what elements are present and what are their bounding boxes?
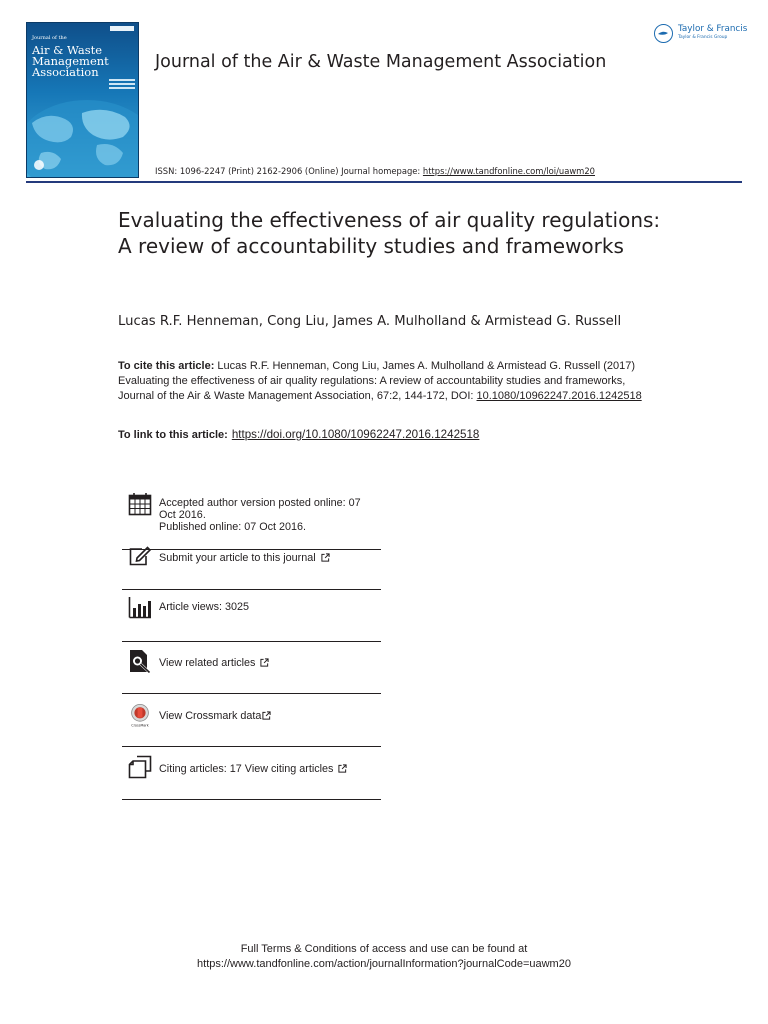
article-doi-link[interactable]: https://doi.org/10.1080/10962247.2016.1242518	[231, 428, 480, 441]
crossmark-icon	[128, 704, 152, 728]
cover-title-line3: Association	[32, 65, 99, 79]
document-search-icon	[128, 649, 152, 673]
accepted-date: Accepted author version posted online: 07	[159, 497, 361, 509]
related-articles-link[interactable]	[159, 657, 269, 669]
journal-homepage-link[interactable]: https://www.tandfonline.com/loi/uawm20	[422, 166, 595, 176]
article-link-block	[118, 428, 479, 441]
citing-articles-link[interactable]	[159, 763, 347, 775]
article-views-row	[122, 589, 381, 642]
cover-volume-lines	[109, 79, 135, 91]
cover-title	[32, 33, 109, 78]
crossmark-link[interactable]	[159, 710, 271, 722]
submit-article-row[interactable]	[122, 549, 381, 590]
taylor-francis-logo[interactable]	[654, 23, 746, 45]
external-link-icon	[321, 553, 330, 562]
cover-globe-graphic	[27, 93, 139, 178]
footer-terms-link[interactable]: https://www.tandfonline.com/action/journalInformation?journalCode=uawm20	[197, 958, 571, 970]
article-views-text: Article views: 3025	[159, 601, 250, 613]
related-articles-label: View related articles	[159, 657, 256, 669]
cover-title-line1: Air & Waste	[32, 43, 103, 57]
link-label: To link to this article:	[118, 429, 228, 441]
submit-article-link[interactable]	[159, 552, 330, 564]
accepted-date-cont: Oct 2016.	[159, 509, 206, 521]
crossmark-icon-label: CrossMark	[131, 723, 149, 728]
publisher-group: Taylor & Francis Group	[678, 35, 728, 40]
citation-block	[118, 359, 648, 404]
article-title: Evaluating the effectiveness of air quality regulations: A review of accountability studies and frameworks	[118, 208, 661, 258]
related-articles-row[interactable]	[122, 641, 381, 694]
journal-cover-image	[26, 22, 139, 178]
cite-label: To cite this article:	[118, 360, 215, 372]
submit-article-label: Submit your article to this journal	[159, 552, 316, 564]
external-link-icon	[260, 658, 269, 667]
cover-title-small: Journal of the	[32, 35, 67, 41]
citing-articles-label: Citing articles: 17 View citing articles	[159, 763, 334, 775]
crossmark-row[interactable]	[122, 693, 381, 747]
terms-footer	[0, 942, 768, 972]
issn-text: ISSN: 1096-2247 (Print) 2162-2906 (Online) Journal homepage:	[155, 166, 423, 176]
journal-title: Journal of the Air & Waste Management Association	[155, 52, 607, 72]
publication-dates-text	[159, 497, 361, 533]
cover-title-line2: Management	[32, 54, 109, 68]
issn-line	[155, 166, 595, 176]
publisher-name: Taylor & Francis	[678, 24, 748, 34]
cover-label-strip	[110, 26, 134, 31]
publisher-logo-icon	[654, 24, 673, 43]
external-link-icon	[262, 711, 271, 720]
publication-dates-row	[122, 490, 381, 550]
article-authors: Lucas R.F. Henneman, Cong Liu, James A. Mulholland & Armistead G. Russell	[118, 314, 622, 329]
edit-pencil-icon	[128, 544, 152, 568]
published-date: Published online: 07 Oct 2016.	[159, 521, 307, 533]
copy-documents-icon	[128, 755, 152, 779]
cite-text: Lucas R.F. Henneman, Cong Liu, James A. Mulholland & Armistead G. Russell (2017) Evaluating the effectiveness of air quality regulations: A review of accountability studies and frameworks, Journal of the Air & Waste Management Association, 67:2, 144-172, DOI:	[118, 360, 636, 402]
external-link-icon	[338, 764, 347, 773]
citing-articles-row[interactable]	[122, 746, 381, 800]
header-divider	[26, 181, 742, 183]
calendar-icon	[128, 492, 152, 516]
footer-line1: Full Terms & Conditions of access and use can be found at	[240, 943, 528, 955]
crossmark-label: View Crossmark data	[159, 710, 262, 722]
bar-chart-icon	[128, 595, 152, 619]
cite-doi-link[interactable]: 10.1080/10962247.2016.1242518	[476, 390, 642, 402]
